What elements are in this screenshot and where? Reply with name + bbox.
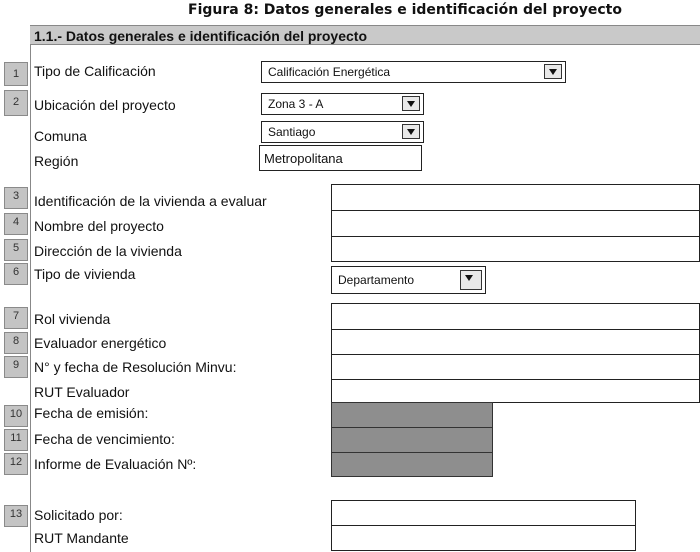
nombre-input[interactable] [331, 210, 700, 237]
comuna-select[interactable] [261, 121, 424, 143]
section-title: 1.1.- Datos generales e identificación del proyecto [30, 25, 700, 45]
row-number-11: 11 [4, 429, 28, 451]
ubicacion-value: Zona 3 - A [268, 97, 324, 111]
label-nombre: Nombre del proyecto [34, 218, 164, 234]
figure-caption: Figura 8: Datos generales e identificación del proyecto [188, 2, 622, 18]
left-divider [30, 45, 31, 552]
row-number-10: 10 [4, 405, 28, 427]
chevron-down-icon[interactable] [402, 124, 420, 139]
solicitado-input[interactable] [331, 500, 636, 526]
chevron-down-icon[interactable] [460, 270, 482, 290]
tipo-calificacion-value: Calificación Energética [268, 65, 391, 79]
label-region: Región [34, 153, 79, 169]
label-comuna: Comuna [34, 128, 87, 144]
row-number-8: 8 [4, 332, 28, 354]
tipo-calificacion-select[interactable] [261, 61, 566, 83]
label-fecha-vencimiento: Fecha de vencimiento: [34, 431, 175, 447]
row-number-6: 6 [4, 263, 28, 285]
resolucion-input[interactable] [331, 354, 700, 380]
comuna-value: Santiago [268, 125, 316, 139]
label-rut-mandante: RUT Mandante [34, 530, 129, 546]
row-number-7: 7 [4, 307, 28, 329]
tipo-vivienda-select[interactable] [331, 266, 486, 294]
label-identificacion: Identificación de la vivienda a evaluar [34, 193, 267, 209]
row-number-2: 2 [4, 90, 28, 116]
row-number-12: 12 [4, 453, 28, 475]
rut-mandante-input[interactable] [331, 525, 636, 551]
rut-evaluador-input[interactable] [331, 379, 700, 403]
label-informe: Informe de Evaluación Nº: [34, 456, 197, 472]
identificacion-input[interactable] [331, 184, 700, 211]
region-value: Metropolitana [259, 145, 422, 171]
row-number-13: 13 [4, 505, 28, 527]
ubicacion-select[interactable] [261, 93, 424, 115]
tipo-vivienda-value: Departamento [338, 273, 415, 287]
fecha-emision-field [331, 402, 493, 428]
informe-field [331, 452, 493, 477]
label-direccion: Dirección de la vivienda [34, 243, 182, 259]
label-fecha-emision: Fecha de emisión: [34, 405, 149, 421]
label-rut-evaluador: RUT Evaluador [34, 384, 130, 400]
row-number-4: 4 [4, 213, 28, 235]
label-tipo-vivienda: Tipo de vivienda [34, 266, 136, 282]
chevron-down-icon[interactable] [544, 64, 562, 79]
fecha-vencimiento-field [331, 427, 493, 453]
rol-input[interactable] [331, 303, 700, 330]
label-resolucion: N° y fecha de Resolución Minvu: [34, 359, 237, 375]
evaluador-input[interactable] [331, 329, 700, 355]
row-number-1: 1 [4, 62, 28, 86]
section-spacer [0, 25, 29, 45]
row-number-5: 5 [4, 239, 28, 261]
row-number-3: 3 [4, 187, 28, 209]
label-tipo-calificacion: Tipo de Calificación [34, 63, 156, 79]
row-number-9: 9 [4, 356, 28, 378]
label-rol: Rol vivienda [34, 311, 111, 327]
label-evaluador: Evaluador energético [34, 335, 167, 351]
label-ubicacion: Ubicación del proyecto [34, 97, 176, 113]
chevron-down-icon[interactable] [402, 96, 420, 111]
direccion-input[interactable] [331, 236, 700, 262]
label-solicitado: Solicitado por: [34, 507, 123, 523]
